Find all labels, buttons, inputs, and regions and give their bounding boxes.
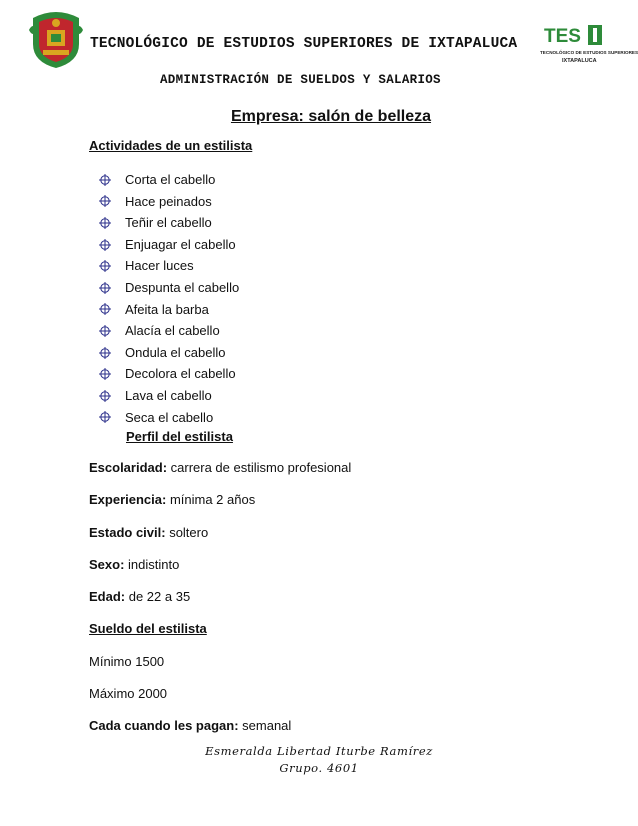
crosshair-bullet-icon xyxy=(99,347,111,359)
activity-label: Teñir el cabello xyxy=(125,215,212,231)
field-value: mínima 2 años xyxy=(166,492,256,507)
list-item xyxy=(99,320,239,342)
footer-group: Grupo. 4601 xyxy=(279,761,359,775)
tesi-logo xyxy=(540,22,638,68)
field-value: semanal xyxy=(238,718,292,733)
list-item xyxy=(99,277,239,299)
profile-heading: Perfil del estilista xyxy=(126,429,233,444)
pay-frequency xyxy=(89,718,291,733)
crosshair-bullet-icon xyxy=(99,282,111,294)
crosshair-bullet-icon xyxy=(99,260,111,272)
tesi-logo-letters: TES xyxy=(544,26,581,47)
field-value: indistinto xyxy=(124,557,180,572)
field-label: Sexo: xyxy=(89,557,125,572)
field-value: de 22 a 35 xyxy=(125,589,191,604)
crosshair-bullet-icon xyxy=(99,239,111,251)
course-subtitle: ADMINISTRACIÓN DE SUELDOS Y SALARIOS xyxy=(160,73,441,87)
list-item xyxy=(99,407,239,429)
list-item xyxy=(99,342,239,364)
activity-label: Lava el cabello xyxy=(125,387,212,403)
activity-label: Hacer luces xyxy=(125,258,194,274)
company-title xyxy=(0,108,638,126)
salary-minimum: Mínimo 1500 xyxy=(89,654,165,669)
activity-label: Enjuagar el cabello xyxy=(125,236,236,252)
list-item xyxy=(99,255,239,277)
activity-label: Corta el cabello xyxy=(125,172,216,187)
company-title-text: Empresa: salón de belleza xyxy=(230,108,432,125)
field-label: Estado civil: xyxy=(89,525,166,540)
field-label: Experiencia: xyxy=(89,492,167,507)
list-item xyxy=(99,212,239,234)
field-edad xyxy=(89,589,190,604)
activity-label: Ondula el cabello xyxy=(125,344,226,360)
tesi-logo-caption-2: IXTAPALUCA xyxy=(562,58,597,64)
field-estado-civil xyxy=(89,525,208,540)
crosshair-bullet-icon xyxy=(99,411,111,423)
activities-list xyxy=(99,169,239,428)
activity-label: Alacía el cabello xyxy=(125,323,220,339)
tesi-logo-caption-1: TECNOLÓGICO DE ESTUDIOS SUPERIORES xyxy=(540,50,638,55)
crosshair-bullet-icon xyxy=(99,390,111,402)
crosshair-bullet-icon xyxy=(99,368,111,380)
institution-title: TECNOLÓGICO DE ESTUDIOS SUPERIORES DE IXTAPALUCA xyxy=(90,36,518,52)
list-item xyxy=(99,234,239,256)
list-item xyxy=(99,385,239,407)
field-value: soltero xyxy=(165,525,209,540)
field-experiencia xyxy=(89,492,255,507)
activity-label: Decolora el cabello xyxy=(125,366,236,382)
activity-label: Seca el cabello xyxy=(125,409,214,425)
list-item xyxy=(99,299,239,321)
field-escolaridad xyxy=(89,460,351,475)
field-label: Escolaridad: xyxy=(89,460,168,475)
tesi-logo-graphic xyxy=(540,22,638,68)
activity-label: Afeita la barba xyxy=(125,301,209,317)
field-value: carrera de estilismo profesional xyxy=(167,460,352,475)
crosshair-bullet-icon xyxy=(99,174,111,186)
salary-maximum: Máximo 2000 xyxy=(89,686,168,701)
activity-label: Despunta el cabello xyxy=(125,279,240,295)
crosshair-bullet-icon xyxy=(99,303,111,315)
salary-heading: Sueldo del estilista xyxy=(89,621,207,636)
footer-author: Esmeralda Libertad Iturbe Ramírez xyxy=(205,744,433,758)
list-item xyxy=(99,363,239,385)
activities-heading: Actividades de un estilista xyxy=(89,138,253,153)
field-sexo xyxy=(89,557,179,572)
crosshair-bullet-icon xyxy=(99,325,111,337)
estado-de-mexico-crest-logo xyxy=(27,8,85,70)
crosshair-bullet-icon xyxy=(99,195,111,207)
list-item xyxy=(99,191,239,213)
activity-label: Hace peinados xyxy=(125,193,212,209)
field-label: Cada cuando les pagan: xyxy=(89,718,239,733)
field-label: Edad: xyxy=(89,589,126,604)
list-item xyxy=(99,169,239,191)
crosshair-bullet-icon xyxy=(99,217,111,229)
